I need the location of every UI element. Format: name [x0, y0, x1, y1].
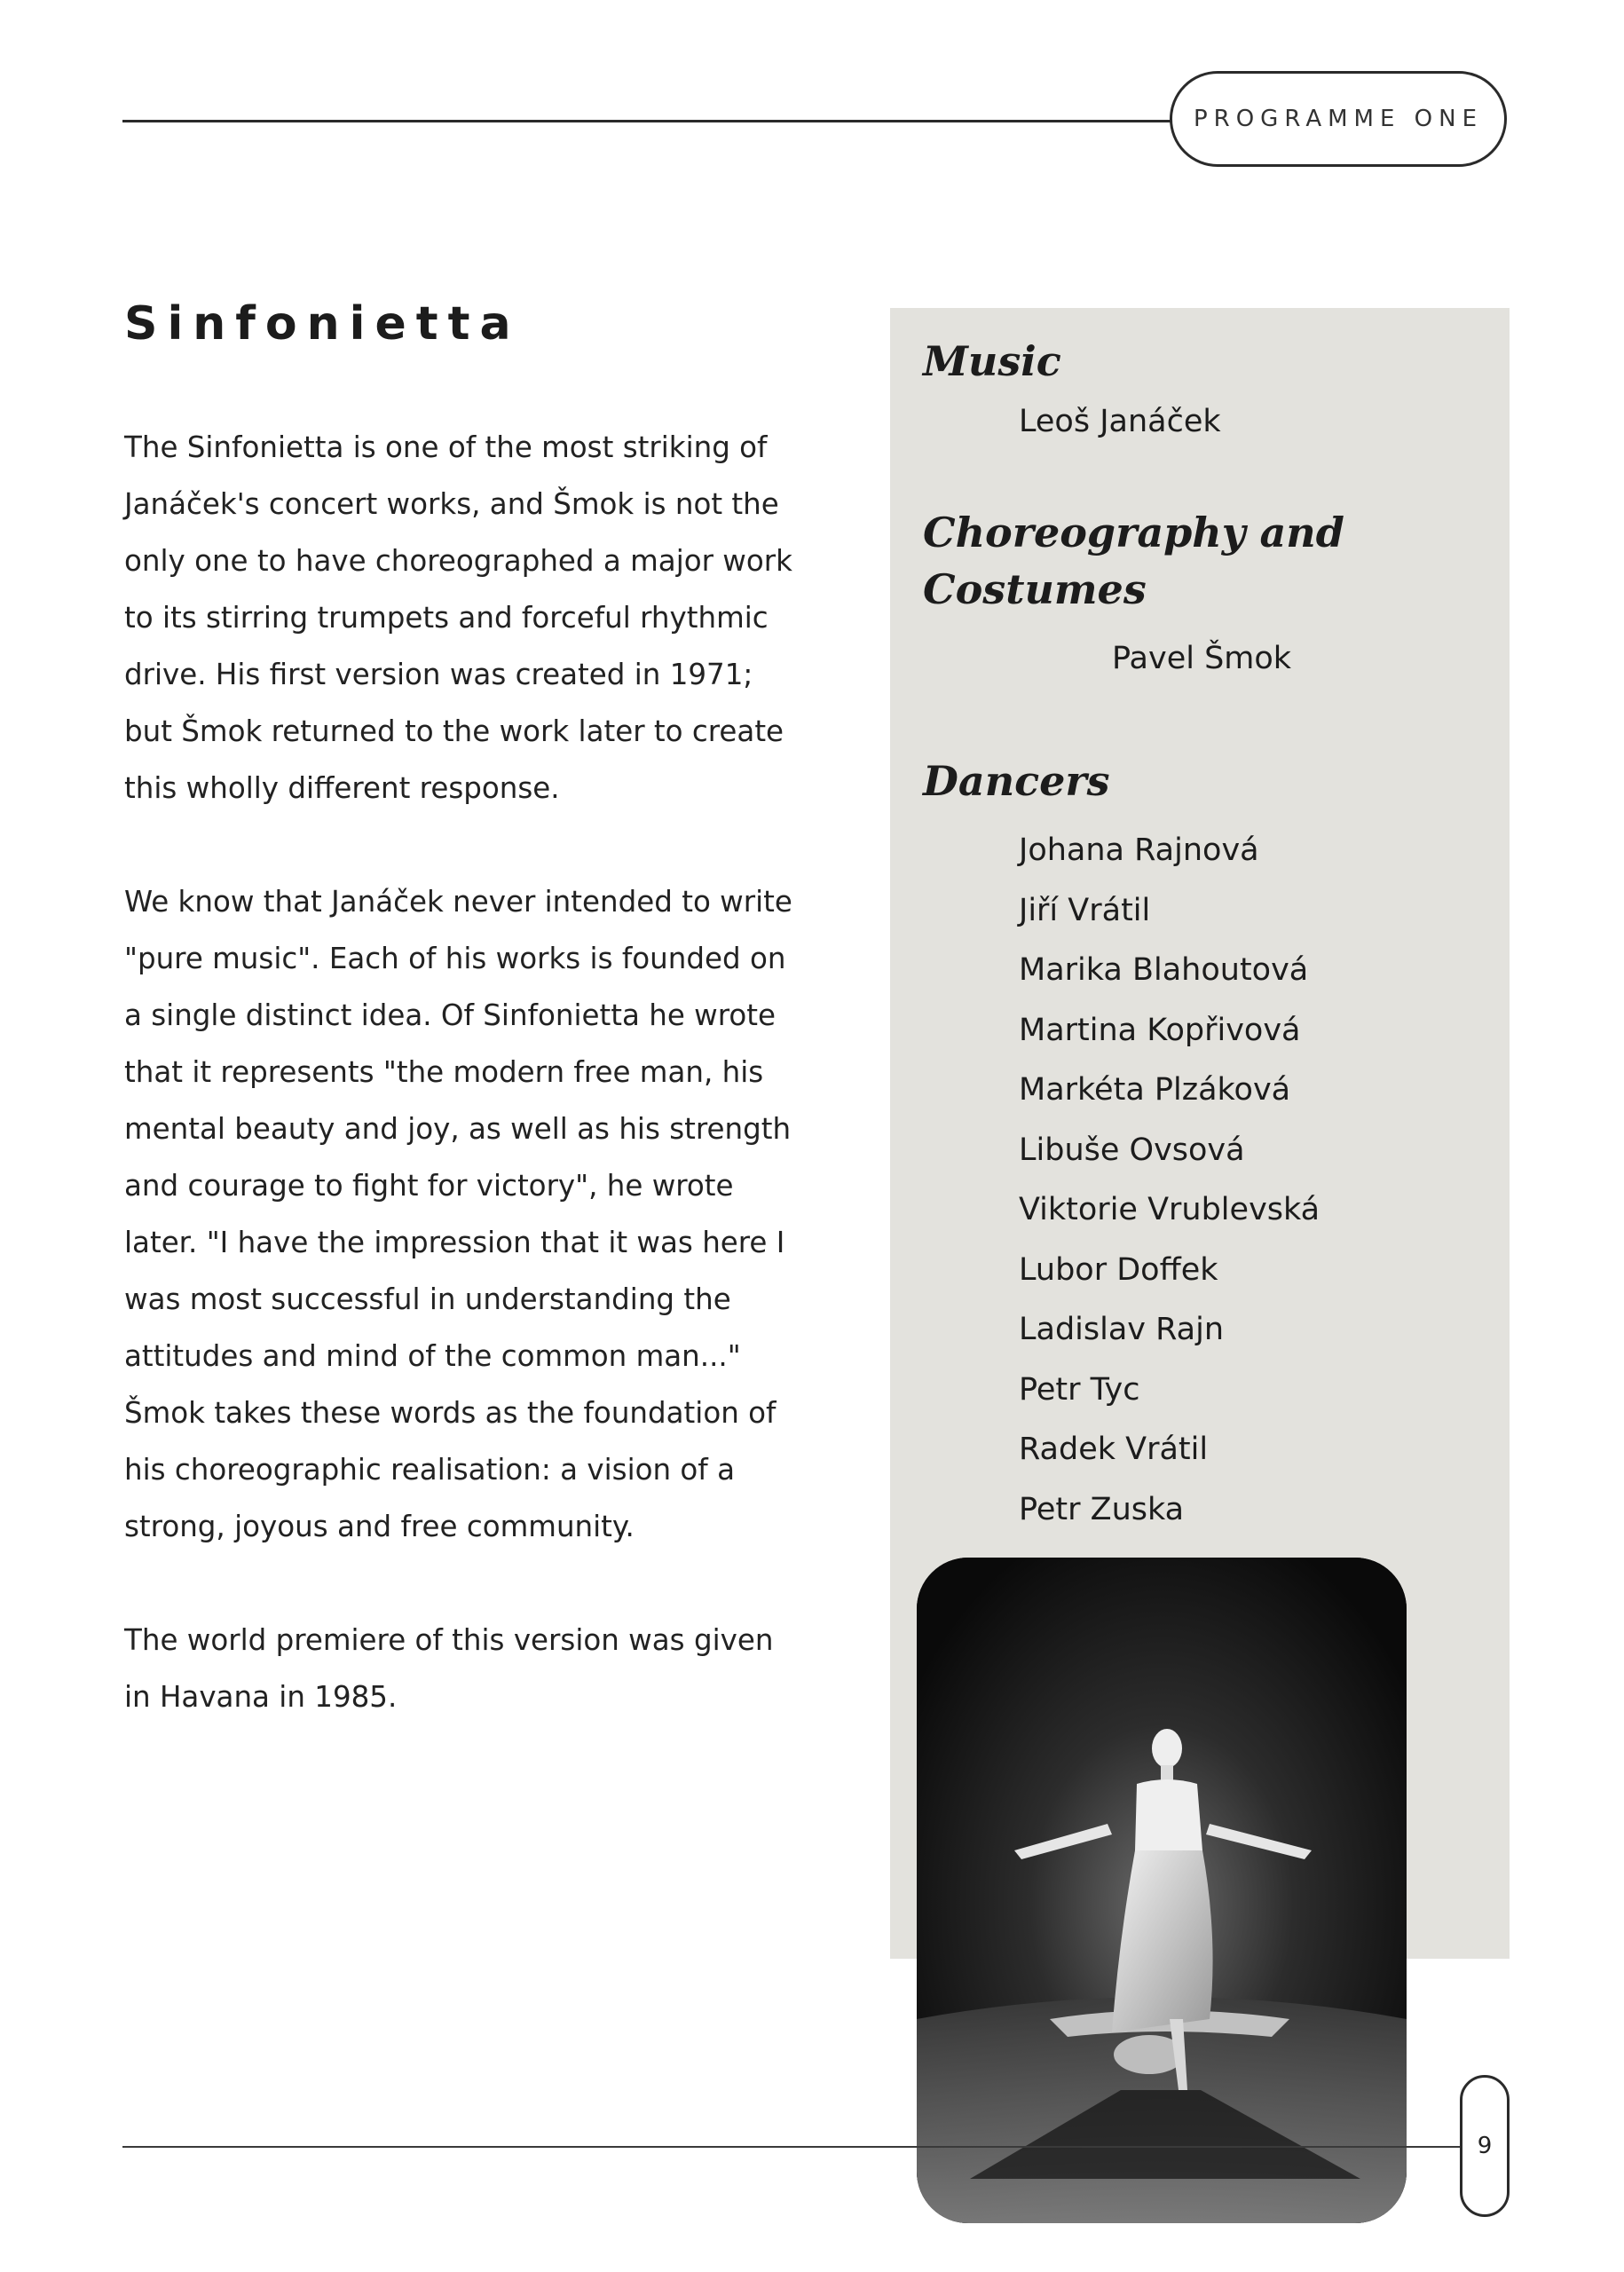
footer-rule — [122, 2146, 1462, 2148]
page-number-tab — [1460, 2075, 1510, 2217]
dancers-heading: Dancers — [923, 757, 1110, 805]
choreography-heading: Choreography and Costumes — [923, 509, 1344, 613]
article-title: Sinfonietta — [124, 297, 521, 351]
dance-photo — [917, 1558, 1407, 2223]
section-label: PROGRAMME ONE — [1193, 106, 1484, 132]
dancer-name: Ladislav Rajn — [1019, 1312, 1225, 1347]
dancer-name: Petr Tyc — [1019, 1371, 1140, 1408]
dancer-name: Marika Blahoutová — [1019, 952, 1309, 988]
dancer-name: Johana Rajnová — [1019, 832, 1259, 868]
dancer-name: Libuše Ovsová — [1019, 1132, 1245, 1168]
dancer-name: Petr Zuska — [1019, 1491, 1185, 1527]
dancer-list — [1019, 821, 1320, 1540]
dancer-name: Lubor Doffek — [1019, 1251, 1218, 1288]
paragraph-1: The Sinfonietta is one of the most striking of Janáček's concert works, and Šmok is not the only one to have choreographed a major work to its stirring trumpets and forceful rhythmic drive. His first version was created in 1971; but Šmok returned to the work later to create this wholly different response. — [124, 430, 792, 805]
composer-name: Leoš Janáček — [1019, 404, 1221, 439]
dancer-name: Radek Vrátil — [1019, 1432, 1209, 1467]
page-number: 9 — [1477, 2133, 1493, 2159]
dancer-name: Markéta Plzáková — [1019, 1072, 1291, 1108]
music-heading: Music — [923, 337, 1061, 385]
choreographer-name: Pavel Šmok — [1112, 641, 1292, 676]
dance-photo-illustration — [917, 1558, 1407, 2223]
section-label-tab — [1170, 71, 1507, 167]
header-rule — [122, 120, 1179, 122]
dancer-name: Viktorie Vrublevská — [1019, 1192, 1320, 1227]
article-body — [124, 419, 799, 1782]
dancer-name: Martina Kopřivová — [1019, 1012, 1301, 1048]
paragraph-3: The world premiere of this version was given in Havana in 1985. — [124, 1623, 774, 1714]
paragraph-2: We know that Janáček never intended to write "pure music". Each of his works is founded on a single distinct idea. Of Sinfonietta he wrote that it represents "the modern free man, his mental beauty and joy, as well as his strength and courage to fight for victory", he wrote later. "I have the impression that it was here I was most successful in understanding the attitudes and mind of the common man..." Šmok takes these words as the foundation of his choreographic realisation: a vision of a strong, joyous and free community. — [124, 885, 792, 1543]
dancer-name: Jiří Vrátil — [1019, 892, 1151, 928]
